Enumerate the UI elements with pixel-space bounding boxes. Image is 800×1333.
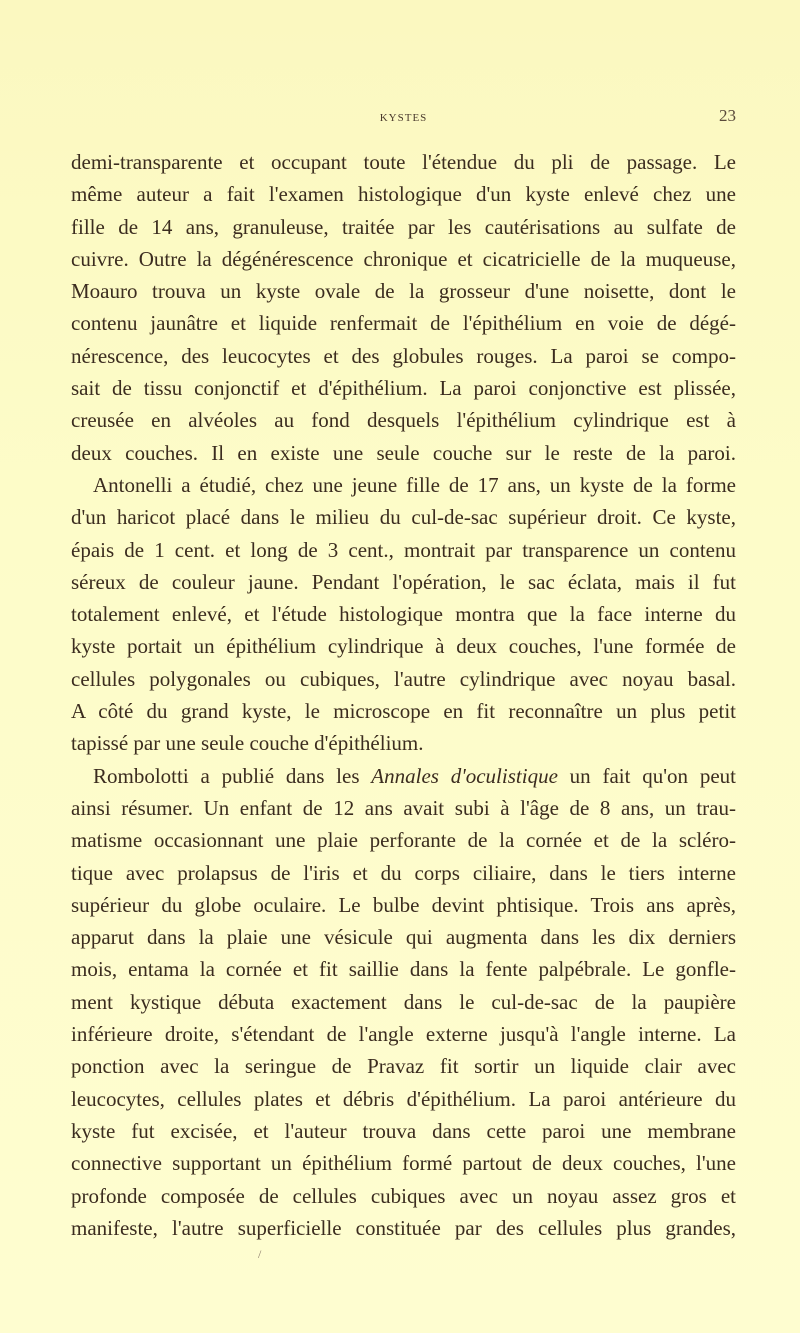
text-line: fille de 14 ans, granuleuse, traitée par les cautérisations au sulfate de <box>71 214 736 239</box>
page-number: 23 <box>719 106 736 125</box>
text-line: kyste portait un épithélium cylindrique à deux couches, l'une formée de <box>71 634 736 659</box>
text-line: ponction avec la seringue de Pravaz fit sortir un liquide clair avec <box>71 1054 736 1079</box>
text-line: Moauro trouva un kyste ovale de la grosseur d'une noisette, dont le <box>71 279 736 304</box>
text-line: ment kystique débuta exactement dans le cul-de-sac de la paupière <box>71 989 736 1014</box>
text-line: leucocytes, cellules plates et débris d'épithélium. La paroi antérieure du <box>71 1086 736 1111</box>
text-line: A côté du grand kyste, le microscope en fit reconnaître un plus petit <box>71 699 736 724</box>
page-header <box>71 106 736 130</box>
text-line: matisme occasionnant une plaie perforante de la cornée et de la scléro- <box>71 828 736 853</box>
text-line: épais de 1 cent. et long de 3 cent., montrait par transparence un contenu <box>71 537 736 562</box>
running-title: KYSTES <box>379 112 428 124</box>
text-line: creusée en alvéoles au fond desquels l'épithélium cylindrique est à <box>71 408 736 433</box>
text-line: supérieur du globe oculaire. Le bulbe devint phtisique. Trois ans après, <box>71 892 736 917</box>
text-line: ainsi résumer. Un enfant de 12 ans avait subi à l'âge de 8 ans, un trau- <box>71 795 736 820</box>
text-line: tique avec prolapsus de l'iris et du corps ciliaire, dans le tiers interne <box>71 860 736 885</box>
text-line: contenu jaunâtre et liquide renfermait de l'épithélium en voie de dégé- <box>71 311 736 336</box>
text-line: cellules polygonales ou cubiques, l'autre cylindrique avec noyau basal. <box>71 666 736 691</box>
paragraph-start-line: Antonelli a étudié, chez une jeune fille de 17 ans, un kyste de la forme <box>93 472 736 497</box>
text-line: connective supportant un épithélium formé partout de deux couches, l'une <box>71 1151 736 1176</box>
text-line: séreux de couleur jaune. Pendant l'opération, le sac éclata, mais il fut <box>71 569 736 594</box>
text-line: cuivre. Outre la dégénérescence chronique et cicatricielle de la muqueuse, <box>71 246 736 271</box>
text-line: nérescence, des leucocytes et des globules rouges. La paroi se compo- <box>71 343 736 368</box>
text-line: d'un haricot placé dans le milieu du cul-de-sac supérieur droit. Ce kyste, <box>71 505 736 530</box>
text-line: inférieure droite, s'étendant de l'angle externe jusqu'à l'angle interne. La <box>71 1022 736 1047</box>
text-line: totalement enlevé, et l'étude histologique montra que la face interne du <box>71 602 736 627</box>
text-line: profonde composée de cellules cubiques avec un noyau assez gros et <box>71 1183 736 1208</box>
paragraph-end-line: tapissé par une seule couche d'épithélium. <box>71 731 424 756</box>
text-line: manifeste, l'autre superficielle constituée par des cellules plus grandes, <box>71 1215 736 1240</box>
text-line: mois, entama la cornée et fit saillie dans la fente palpébrale. Le gonfle- <box>71 957 736 982</box>
text-line: demi-transparente et occupant toute l'étendue du pli de passage. Le <box>71 150 736 174</box>
text-segment: un fait qu'on peut <box>557 763 736 788</box>
text-line: même auteur a fait l'examen histologique d'un kyste enlevé chez une <box>71 182 736 207</box>
text-line: apparut dans la plaie une vésicule qui augmenta dans les dix derniers <box>71 925 736 950</box>
journal-title: Annales d'oculistique <box>371 763 558 788</box>
text-segment: Rombolotti a publié dans les <box>93 763 372 788</box>
text-line: kyste fut excisée, et l'auteur trouva dans cette paroi une membrane <box>71 1118 736 1143</box>
paragraph-start-line <box>71 760 736 792</box>
stray-mark: / <box>258 1247 262 1261</box>
text-line: sait de tissu conjonctif et d'épithélium. La paroi conjonctive est plissée, <box>71 376 736 401</box>
body-text <box>71 146 736 1244</box>
text-line: deux couches. Il en existe une seule couche sur le reste de la paroi. <box>71 440 736 465</box>
